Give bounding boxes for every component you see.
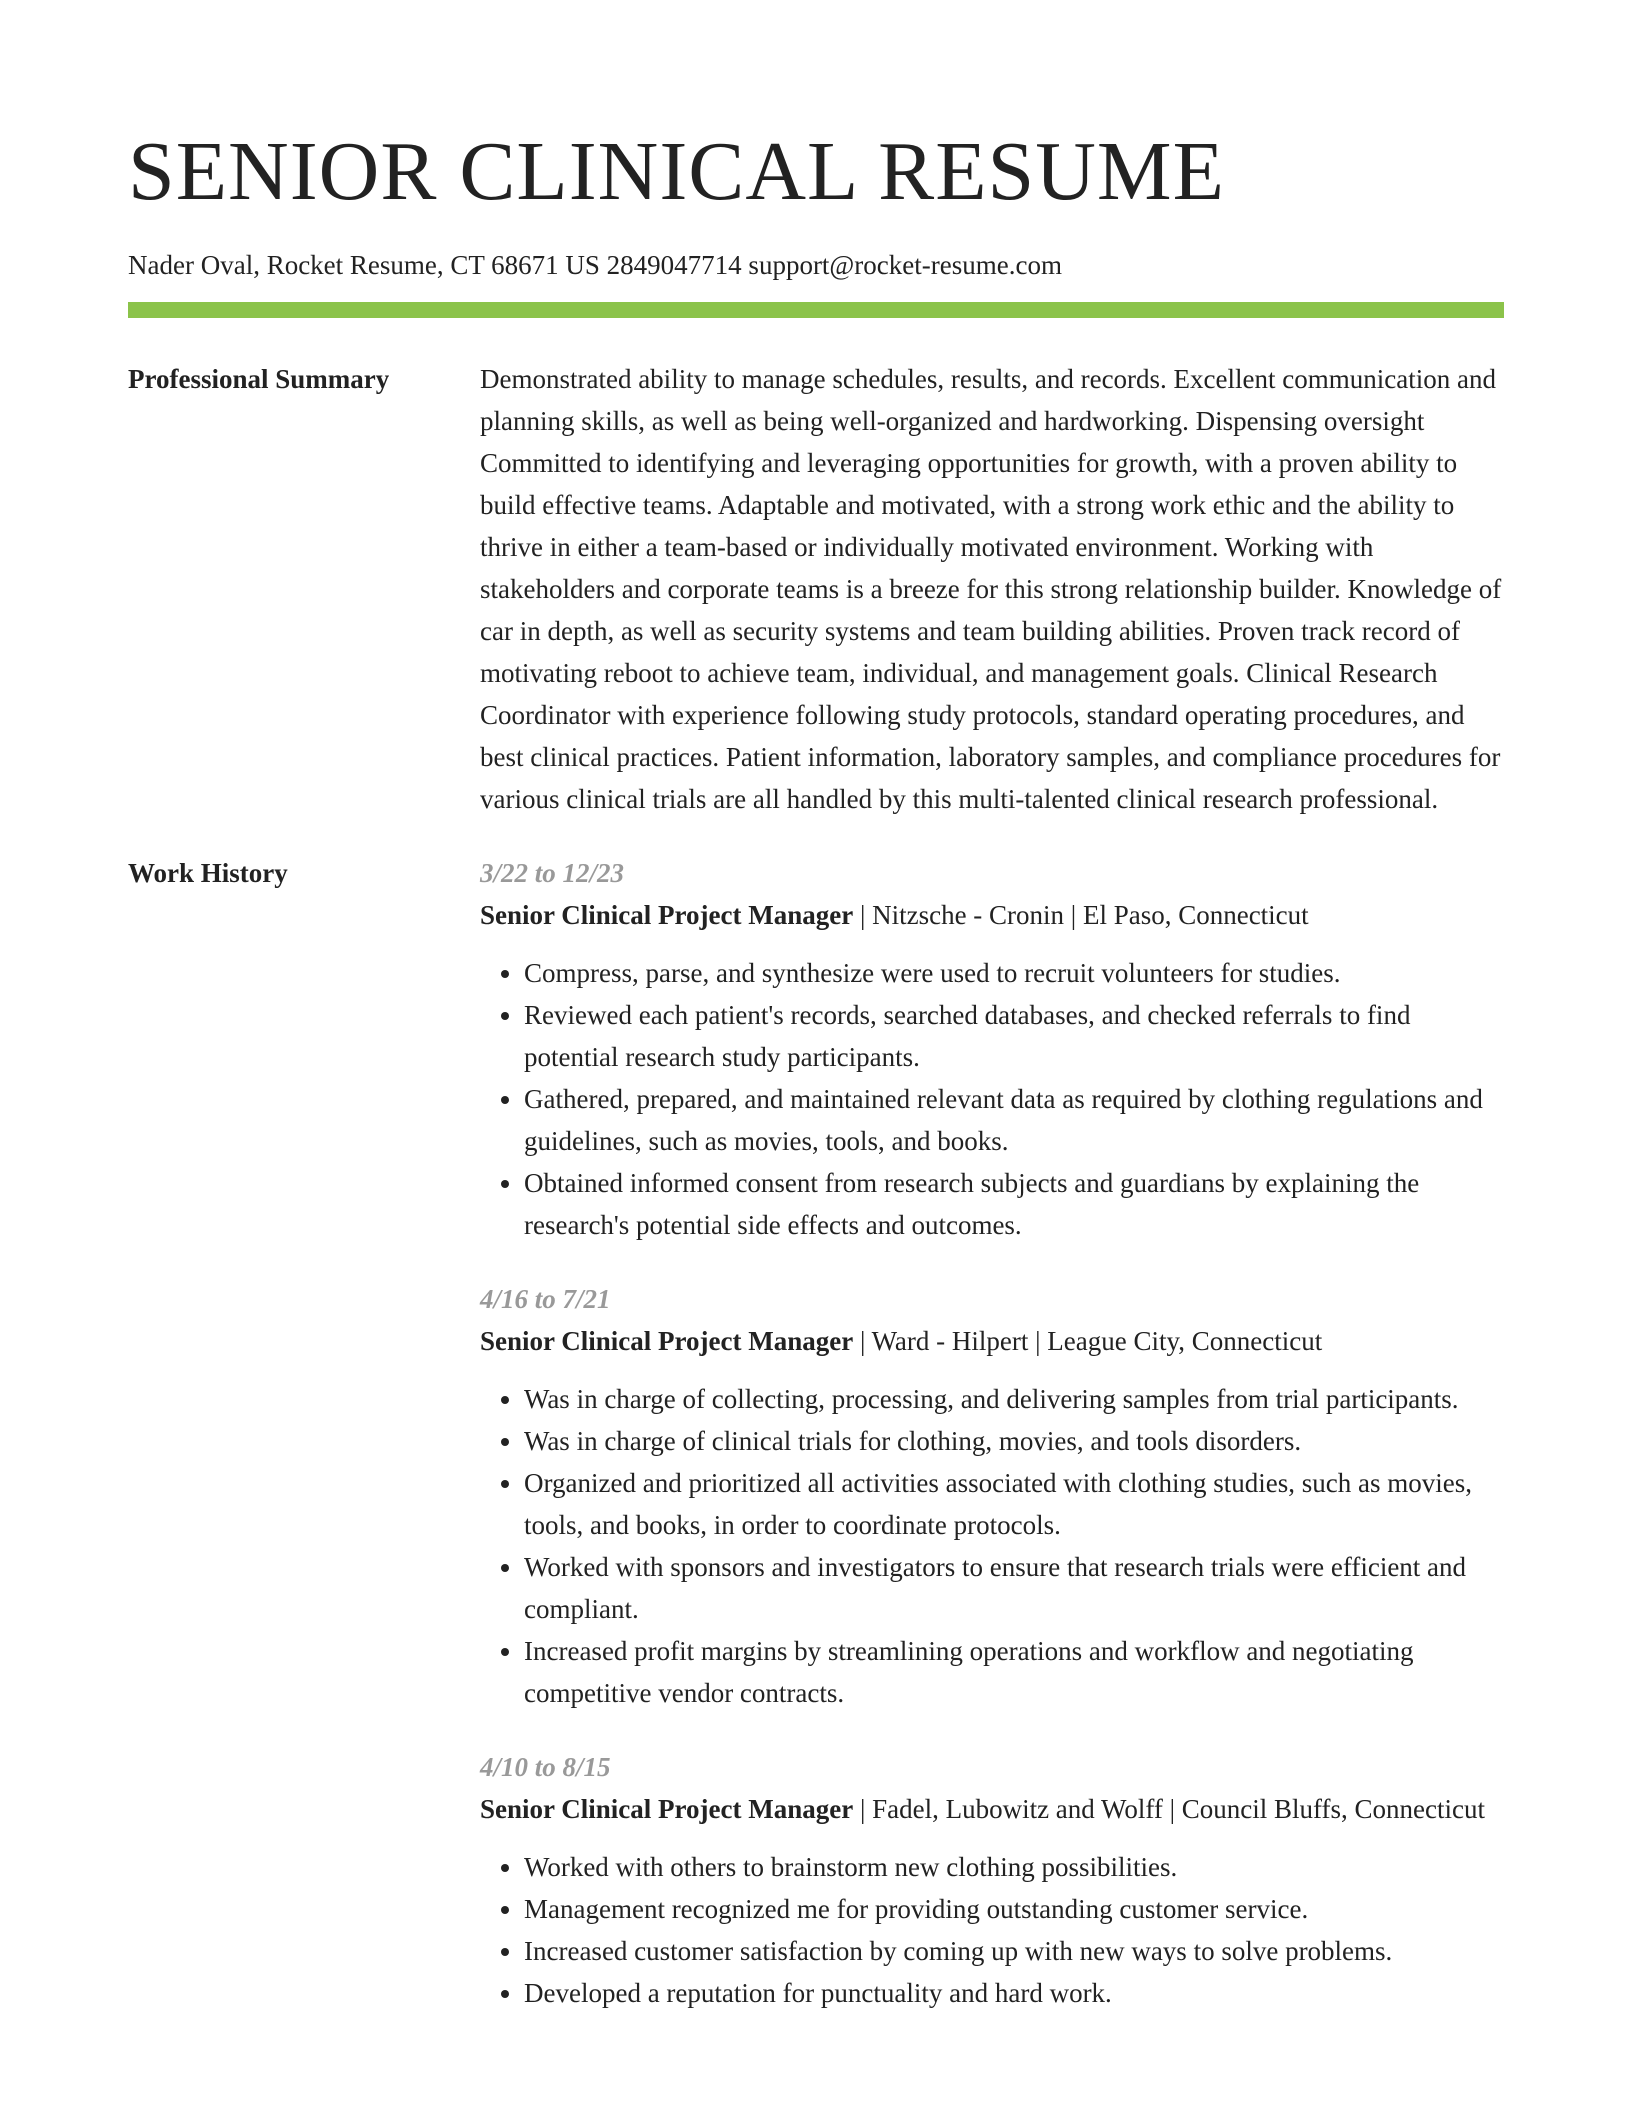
job-bullet: • Was in charge of clinical trials for clothing, movies, and tools disorders. — [524, 1420, 1504, 1462]
work-history-body — [480, 852, 1504, 2046]
job-bullet: • Increased customer satisfaction by coming up with new ways to solve problems. — [524, 1930, 1504, 1972]
job-title: Senior Clinical Project Manager — [480, 900, 854, 930]
job-bullet: • Worked with others to brainstorm new clothing possibilities. — [524, 1846, 1504, 1888]
job-entry — [480, 1278, 1504, 1714]
job-details: | Ward - Hilpert | League City, Connecticut — [853, 1326, 1323, 1356]
job-details: | Nitzsche - Cronin | El Paso, Connecticut — [853, 900, 1309, 930]
job-bullet: • Increased profit margins by streamlining operations and workflow and negotiating competitive vendor contracts. — [524, 1630, 1504, 1714]
job-title: Senior Clinical Project Manager — [480, 1794, 854, 1824]
job-bullet-list — [480, 952, 1504, 1246]
job-bullet: • Was in charge of collecting, processing, and delivering samples from trial participants. — [524, 1378, 1504, 1420]
job-bullet: • Management recognized me for providing outstanding customer service. — [524, 1888, 1504, 1930]
job-bullet: • Compress, parse, and synthesize were used to recruit volunteers for studies. — [524, 952, 1504, 994]
job-dates: 4/16 to 7/21 — [480, 1284, 611, 1314]
job-bullet: • Worked with sponsors and investigators to ensure that research trials were efficient and compliant. — [524, 1546, 1504, 1630]
job-title: Senior Clinical Project Manager — [480, 1326, 854, 1356]
job-bullet: • Developed a reputation for punctuality and hard work. — [524, 1972, 1504, 2014]
job-entry — [480, 1746, 1504, 2014]
section-label-work: Work History — [128, 858, 288, 888]
summary-body — [480, 358, 1504, 820]
resume-page — [128, 0, 1504, 2046]
job-heading — [480, 1788, 1504, 1830]
job-entry — [480, 852, 1504, 1246]
resume-title: SENIOR CLINICAL RESUME — [128, 125, 1225, 218]
work-history-section — [128, 852, 1504, 2046]
job-heading — [480, 1320, 1504, 1362]
header-divider — [128, 302, 1504, 318]
contact-line: Nader Oval, Rocket Resume, CT 68671 US 2849047714 support@rocket-resume.com — [128, 250, 1062, 280]
job-dates: 4/10 to 8/15 — [480, 1752, 611, 1782]
professional-summary-section — [128, 358, 1504, 820]
job-details: | Fadel, Lubowitz and Wolff | Council Bluffs, Connecticut — [853, 1794, 1485, 1824]
section-label-summary: Professional Summary — [128, 364, 390, 394]
job-bullet-list — [480, 1846, 1504, 2014]
job-bullet: • Obtained informed consent from research subjects and guardians by explaining the research's potential side effects and outcomes. — [524, 1162, 1504, 1246]
job-bullet: • Gathered, prepared, and maintained relevant data as required by clothing regulations and guidelines, such as movies, tools, and books. — [524, 1078, 1504, 1162]
job-dates: 3/22 to 12/23 — [480, 858, 625, 888]
job-heading — [480, 894, 1504, 936]
job-bullet: • Organized and prioritized all activities associated with clothing studies, such as movies, tools, and books, in order to coordinate protocols. — [524, 1462, 1504, 1546]
summary-text: Demonstrated ability to manage schedules, results, and records. Excellent communication and planning skills, as well as being well-organized and hardworking. Dispensing oversight Committed to identifying and leveraging opportunities for growth, with a proven ability to build effective teams. Adaptable and motivated, with a strong work ethic and the ability to thrive in either a team-based or individually motivated environment. Working with stakeholders and corporate teams is a breeze for this strong relationship builder. Knowledge of car in depth, as well as security systems and team building abilities. Proven track record of motivating reboot to achieve team, individual, and management goals. Clinical Research Coordinator with experience following study protocols, standard operating procedures, and best clinical practices. Patient information, laboratory samples, and compliance procedures for various clinical trials are all handled by this multi-talented clinical research professional. — [480, 364, 1502, 814]
job-bullet: • Reviewed each patient's records, searched databases, and checked referrals to find potential research study participants. — [524, 994, 1504, 1078]
job-bullet-list — [480, 1378, 1504, 1714]
